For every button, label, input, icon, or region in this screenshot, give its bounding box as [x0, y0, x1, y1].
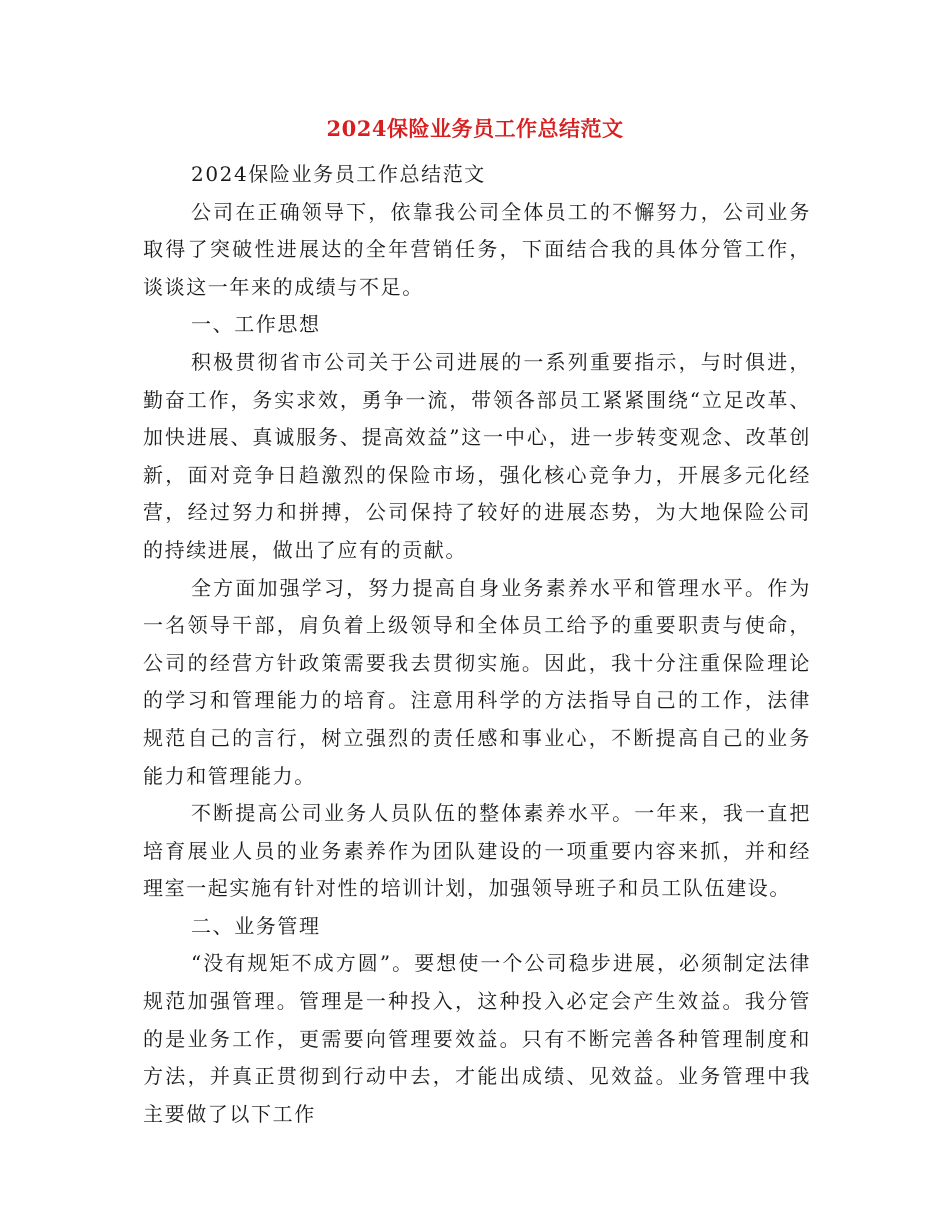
section-heading-business-management: 二、业务管理	[191, 913, 321, 938]
paragraph-work-thought: 积极贯彻省市公司关于公司进展的一系列重要指示，与时俱进，勤奋工作，务实求效，勇争一流，带领各部员工紧紧围绕“立足改革、加快进展、真诚服务、提高效益”这一中心，进一步转变观念、改革创新，面对竞争日趋激烈的保险市场，强化核心竞争力，开展多元化经营，经过努力和拼搏，公司保持了较好的进展态势，为大地保险公司的持续进展，做出了应有的贡献。	[143, 349, 811, 562]
paragraph-team: 不断提高公司业务人员队伍的整体素养水平。一年来，我一直把培育展业人员的业务素养作为团队建设的一项重要内容来抓，并和经理室一起实施有针对性的培训计划，加强领导班子和员工队伍建设。	[143, 801, 811, 901]
paragraph-intro: 公司在正确领导下，依靠我公司全体员工的不懈努力，公司业务取得了突破性进展达的全年营销任务，下面结合我的具体分管工作，谈谈这一年来的成绩与不足。	[143, 199, 811, 299]
paragraph-subtitle: 2024保险业务员工作总结范文	[191, 162, 486, 186]
section-heading-work-thought: 一、工作思想	[191, 312, 321, 337]
paragraph-study: 全方面加强学习，努力提高自身业务素养水平和管理水平。作为一名领导干部，肩负着上级领导和全体员工给予的重要职责与使命，公司的经营方针政策需要我去贯彻实施。因此，我十分注重保险理论的学习和管理能力的培育。注意用科学的方法指导自己的工作，法律规范自己的言行，树立强烈的责任感和事业心，不断提高自己的业务能力和管理能力。	[143, 575, 811, 788]
paragraph-business-management: “没有规矩不成方圆”。要想使一个公司稳步进展，必须制定法律规范加强管理。管理是一种投入，这种投入必定会产生效益。我分管的是业务工作，更需要向管理要效益。只有不断完善各种管理制度和方法，并真正贯彻到行动中去，才能出成绩、见效益。业务管理中我主要做了以下工作	[143, 951, 811, 1126]
document-body	[143, 156, 811, 1133]
document-title: 2024保险业务员工作总结范文	[326, 116, 624, 141]
